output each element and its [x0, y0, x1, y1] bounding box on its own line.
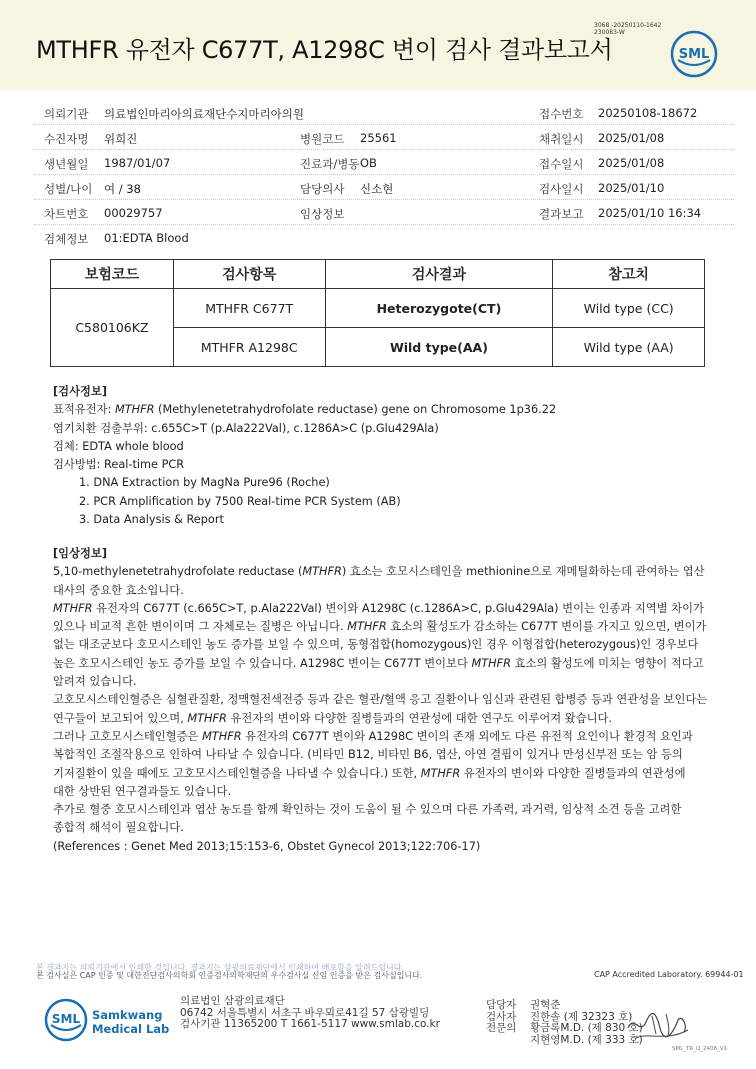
gene-name: MTHFR — [114, 403, 155, 417]
staff-name: 권혁준 — [530, 999, 561, 1011]
clinical-line: 복합적인 조절작용으로 인하여 나타날 수 있습니다. (비타민 B12, 비타민 B6, 엽산, 아연 결핍이 있거나 만성신부전 또는 암 등의 — [53, 748, 683, 762]
gene-name: MTHFR — [202, 729, 242, 743]
text-span: 유전자의 변이와 다양한 질병들과의 연관성에 대한 연구도 이루어져 왔습니다. — [226, 711, 613, 725]
staff-role: 담당자 — [486, 999, 517, 1011]
reference-cell: Wild type (AA) — [553, 328, 705, 367]
text-span: ) 효소는 호모시스테인을 methionine으로 재메틸화하는데 관여하는 엽산 — [341, 565, 705, 579]
test-info-section — [53, 383, 556, 529]
references: (References : Genet Med 2013;15:153-6, Obstet Gynecol 2013;122:706-17) — [53, 839, 481, 853]
method-step: 2. PCR Amplification by 7500 Real-time PCR System (AB) — [79, 494, 401, 508]
info-value: 여 / 38 — [104, 182, 141, 196]
clinical-line — [53, 600, 723, 618]
accreditation-disclaimer: 본 검사실은 CAP 인증 및 대한진단검사의학회 인증검사의학재단의 우수검사실 신임 인증을 받은 검사실입니다. — [36, 971, 423, 980]
results-header-row — [51, 260, 705, 289]
staff-name: 황금록M.D. (제 830 호) — [530, 1022, 643, 1034]
method-step: 1. DNA Extraction by MagNa Pure96 (Roche) — [79, 476, 330, 490]
staff-name: 지현영M.D. (제 333 호) — [530, 1033, 643, 1046]
test-result-cell: Heterozygote(CT) — [325, 289, 553, 328]
info-row — [34, 225, 734, 250]
sml-logo-text: SML — [678, 47, 710, 62]
method-step: 3. Data Analysis & Report — [79, 513, 224, 527]
address-line: 의료법인 삼광의료재단 — [180, 995, 285, 1007]
column-header: 참고치 — [553, 260, 705, 289]
info-value: 2025/01/08 — [598, 156, 665, 170]
cap-accreditation: CAP Accredited Laboratory. 69944-01 — [594, 970, 744, 979]
results-table — [50, 259, 705, 367]
method-text: 검사방법: Real-time PCR — [53, 458, 185, 472]
clinical-line — [53, 765, 723, 783]
sml-logo-icon — [670, 30, 718, 78]
info-label: 차트번호 — [44, 207, 89, 221]
info-label: 채취일시 — [539, 132, 584, 146]
column-header: 검사결과 — [325, 260, 553, 289]
info-label: 접수번호 — [539, 107, 584, 121]
clinical-line — [53, 728, 723, 746]
clinical-line — [53, 655, 723, 673]
info-label: 담당의사 — [300, 182, 345, 196]
info-value: 01:EDTA Blood — [104, 231, 189, 245]
column-header: 검사항목 — [173, 260, 325, 289]
clinical-line: 종합적 해석이 필요합니다. — [53, 821, 184, 835]
gene-name: MTHFR — [187, 711, 227, 725]
info-row — [34, 100, 734, 125]
info-value: 2025/01/10 16:34 — [598, 206, 702, 220]
document-code-line: 3068 -20250110-1642 — [594, 22, 662, 29]
brand-name: Samkwang — [92, 1008, 163, 1022]
clinical-line: 대사의 중요한 효소입니다. — [53, 583, 184, 597]
clinical-line: 고호모시스테인혈증은 심혈관질환, 정맥혈전색전증 등과 같은 혈관/혈액 응고 질환이나 임신과 관련된 합병증 등과 연관성을 보인다는 — [53, 693, 708, 707]
clinical-line: 알려져 있습니다. — [53, 675, 137, 689]
info-value: 위희진 — [104, 132, 138, 146]
sml-footer-logo-icon — [44, 998, 88, 1042]
info-value: 00029757 — [104, 206, 163, 220]
info-row — [34, 150, 734, 175]
text-span: 높은 호모시스테인 농도 증가를 보일 수 있습니다. A1298C 변이는 C677T 변이보다 — [53, 656, 472, 670]
text-span: 연구들이 보고되어 있으며, — [53, 711, 188, 725]
text-span: 기저질환이 있을 때에도 고호모시스테인혈증을 나타낼 수 있습니다.) 또한, — [53, 766, 421, 780]
info-row — [34, 200, 734, 225]
staff-role: 전문의 — [486, 1022, 517, 1034]
gene-name: MTHFR — [347, 620, 387, 634]
test-result-cell: Wild type(AA) — [325, 328, 553, 367]
insurance-code-cell: C580106KZ — [51, 289, 174, 367]
detection-sites: 염기치환 검출부위: c.655C>T (p.Ala222Val), c.1286A>C (p.Glu429Ala) — [53, 421, 439, 435]
column-header: 보험코드 — [51, 260, 174, 289]
info-value: 2025/01/10 — [598, 181, 665, 195]
info-row — [34, 175, 734, 200]
report-header — [0, 0, 756, 90]
info-label: 검체정보 — [44, 232, 89, 246]
staff-role — [486, 1035, 530, 1047]
info-label: 생년월일 — [44, 157, 89, 171]
gene-name: MTHFR — [302, 565, 342, 579]
info-label: 임상정보 — [300, 207, 345, 221]
section-heading: [검사정보] — [53, 385, 107, 398]
section-heading: [임상정보] — [53, 547, 107, 560]
clinical-line — [53, 710, 723, 728]
staff-row — [486, 1023, 643, 1035]
info-label: 접수일시 — [539, 157, 584, 171]
target-gene — [53, 401, 556, 419]
gene-name: MTHFR — [420, 766, 461, 780]
staff-row — [486, 1035, 643, 1047]
info-label: 검사일시 — [539, 182, 584, 196]
print-disclaimer: 본 결과지는 의뢰기관에서 인쇄한 것입니다. 결과지는 삼광의료재단에서 인쇄하여 배포함을 알려드립니다. — [36, 963, 405, 972]
gene-name: MTHFR — [53, 601, 93, 615]
staff-name: 진한솔 (제 32323 호) — [530, 1010, 633, 1023]
address-line: 06742 서울특별시 서초구 바우뫼로41길 57 삼광빌딩 — [180, 1006, 430, 1019]
test-item-cell: MTHFR C677T — [173, 289, 325, 328]
info-label: 수진자명 — [44, 132, 89, 146]
signature-icon — [622, 1006, 692, 1046]
form-code: SML_TR_Q_2408_V1 — [672, 1046, 728, 1052]
info-label: 의뢰기관 — [44, 107, 89, 121]
staff-row — [486, 1000, 643, 1012]
clinical-line: 대한 상반된 연구결과들도 있습니다. — [53, 784, 232, 798]
sml-logo-text: SML — [51, 1012, 81, 1026]
lab-address — [180, 996, 440, 1031]
clinical-info-section — [53, 545, 723, 856]
report-title: MTHFR 유전자 C677T, A1298C 변이 검사 결과보고서 — [36, 36, 613, 64]
table-row — [51, 289, 705, 328]
info-label: 진료과/병동 — [300, 157, 360, 171]
info-value: 1987/01/07 — [104, 156, 171, 170]
info-value: 의료법인마리아의료재단수지마리아의원 — [104, 107, 304, 121]
info-row — [34, 125, 734, 150]
info-label: 성별/나이 — [44, 182, 93, 196]
info-label: 결과보고 — [539, 207, 584, 221]
text-span: 유전자의 C677T 변이와 A1298C 변이의 존재 외에도 다른 유전적 요인이나 환경적 요인과 — [241, 729, 693, 743]
document-code-line: 230083-W — [594, 29, 625, 36]
text-span: 효소의 활성도가 감소하는 C677T 변이를 가지고 있으면, 변이가 — [386, 620, 707, 634]
info-value: 25561 — [360, 131, 397, 145]
info-value: 20250108-18672 — [598, 106, 698, 120]
brand-name: Medical Lab — [92, 1022, 170, 1036]
text-span: 유전자의 C677T (c.665C>T, p.Ala222Val) 변이와 A1298C (c.1286A>C, p.Glu429Ala) 변이는 인종과 지역별 차이가 — [92, 601, 704, 615]
info-value: 신소현 — [360, 182, 394, 196]
reference-cell: Wild type (CC) — [553, 289, 705, 328]
clinical-line — [53, 618, 723, 636]
staff-role: 검사자 — [486, 1010, 517, 1023]
clinical-line — [53, 563, 723, 581]
patient-info — [34, 100, 734, 250]
clinical-line: 추가로 혈중 호모시스테인과 엽산 농도를 함께 확인하는 것이 도움이 될 수 있으며 다른 가족력, 과거력, 임상적 소견 등을 고려한 — [53, 803, 682, 817]
info-value: 2025/01/08 — [598, 131, 665, 145]
clinical-line: 없는 대조군보다 호모시스테인 농도 증가를 보일 수 있으며, 동형접합(homozygous)인 경우 이형접합(heterozygous)인 경우보다 — [53, 638, 699, 652]
specimen-text: 검체: EDTA whole blood — [53, 439, 184, 453]
text-span: 그러나 고호모시스테인혈증은 — [53, 729, 203, 743]
staff-list — [486, 1000, 643, 1046]
address-line: 검사기관 11365200 T 1661-5117 www.smlab.co.kr — [180, 1018, 440, 1030]
test-item-cell: MTHFR A1298C — [173, 328, 325, 367]
info-label: 병원코드 — [300, 132, 345, 146]
gene-name: MTHFR — [471, 656, 511, 670]
text-span: (Methylenetetrahydrofolate reductase) gene on Chromosome 1p36.22 — [154, 403, 557, 417]
info-value: OB — [360, 156, 377, 170]
text-span: 5,10-methylenetetrahydrofolate reductase ( — [53, 565, 303, 579]
text-span: 유전자의 변이와 다양한 질병들과의 연관성에 — [460, 766, 686, 780]
text-span: 표적유전자: — [53, 403, 115, 417]
text-span: 있으나 비교적 흔한 변이이며 그 자체로는 질병은 아닙니다. — [53, 620, 348, 634]
text-span: 효소의 활성도에 미치는 영향이 적다고 — [510, 656, 704, 670]
